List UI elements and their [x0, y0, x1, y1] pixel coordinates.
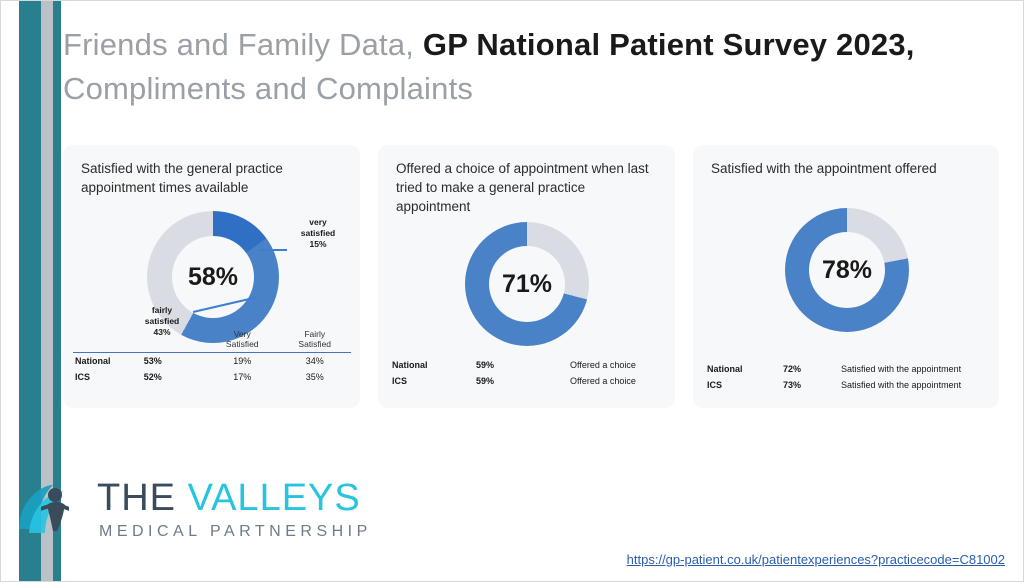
anno-line: 43%: [153, 327, 171, 337]
donut-ring: [465, 222, 589, 346]
row-label: ICS: [392, 376, 408, 386]
row-desc: Offered a choice: [570, 360, 636, 370]
leader-line-very: [259, 249, 287, 251]
chart-card-satisfied-with-appointment: [693, 145, 999, 408]
data-table-1: [73, 326, 351, 385]
row-label: National: [707, 364, 743, 374]
title-part-1: Friends and Family Data,: [63, 27, 423, 62]
row-desc: Satisfied with the appointment: [841, 364, 962, 374]
col-head-line: Satisfied: [225, 339, 259, 349]
donut-chart-2: [465, 222, 589, 346]
logo-valleys: VALLEYS: [187, 477, 361, 519]
row-label: National: [75, 356, 111, 366]
row-label: ICS: [75, 372, 91, 382]
row-total: 53%: [143, 356, 162, 366]
row-value: 59%: [476, 376, 495, 386]
row-desc: Offered a choice: [570, 376, 636, 386]
annotation-very-satisfied: [287, 217, 349, 250]
logo-wordmark: [97, 477, 361, 520]
data-table-3: [705, 361, 993, 393]
row-label: ICS: [707, 380, 723, 390]
col-head-line: Very: [233, 329, 251, 339]
donut-chart-3: [785, 208, 909, 332]
table-row: [73, 353, 351, 370]
col-head-line: Satisfied: [298, 339, 332, 349]
donut-center-label: 58%: [187, 262, 239, 291]
table-header-row: [73, 326, 351, 353]
anno-line: 15%: [309, 239, 327, 249]
anno-line: fairly: [151, 305, 173, 315]
practice-logo: [11, 471, 381, 553]
row-value: 73%: [783, 380, 802, 390]
card-title: Offered a choice of appointment when last tried to make a general practice appointment: [396, 161, 649, 214]
table-row: [390, 357, 666, 373]
table-row: [390, 373, 666, 389]
chart-card-appointment-times: [63, 145, 360, 408]
card-title: Satisfied with the appointment offered: [711, 161, 937, 176]
row-fairly: 34%: [305, 356, 324, 366]
donut-center-label: 78%: [821, 255, 873, 284]
row-label: National: [392, 360, 428, 370]
title-part-2: Compliments and Complaints: [63, 71, 474, 106]
donut-center-label: 71%: [501, 269, 553, 298]
survey-source-link[interactable]: https://gp-patient.co.uk/patientexperiences?practicecode=C81002: [626, 552, 1005, 567]
table-row: [705, 377, 993, 393]
row-value: 59%: [476, 360, 495, 370]
row-total: 52%: [143, 372, 162, 382]
col-head-line: Fairly: [304, 329, 326, 339]
card-title: Satisfied with the general practice appointment times available: [81, 161, 283, 195]
donut-center: [489, 246, 565, 322]
data-table-2: [390, 357, 666, 389]
donut-center: [809, 232, 885, 308]
title-bold: GP National Patient Survey 2023,: [422, 27, 915, 62]
anno-line: very: [309, 217, 327, 227]
donut-ring: [785, 208, 909, 332]
table-row: [73, 369, 351, 385]
logo-the: THE: [97, 477, 188, 519]
row-value: 72%: [783, 364, 802, 374]
valleys-mark-icon: [11, 471, 91, 551]
chart-card-choice-of-appointment: [378, 145, 675, 408]
row-very: 19%: [233, 356, 252, 366]
row-fairly: 35%: [305, 372, 324, 382]
anno-line: satisfied: [144, 316, 180, 326]
row-desc: Satisfied with the appointment: [841, 380, 962, 390]
row-very: 17%: [233, 372, 252, 382]
anno-line: satisfied: [300, 228, 336, 238]
logo-subtitle: MEDICAL PARTNERSHIP: [99, 523, 372, 540]
page-title: [63, 23, 993, 111]
table-row: [705, 361, 993, 377]
